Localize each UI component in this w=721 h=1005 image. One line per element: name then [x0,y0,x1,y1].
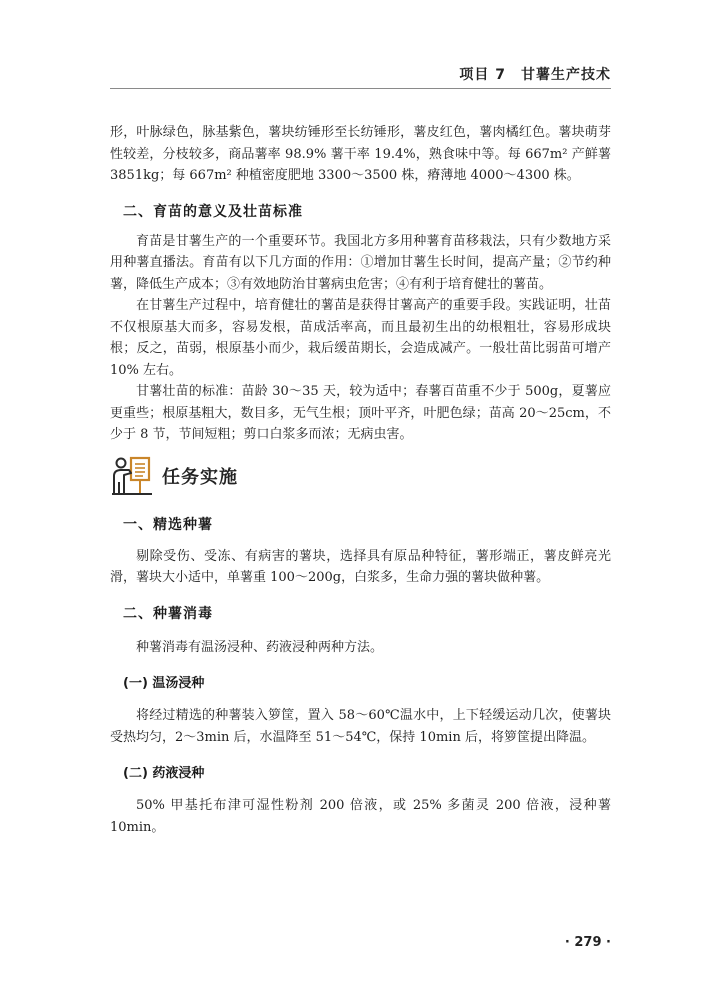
paragraph-select-seed: 剔除受伤、受冻、有病害的薯块，选择具有原品种特征，薯形端正，薯皮鲜亮光滑，薯块大小适中，单薯重 100～200g，白浆多，生命力强的薯块做种薯。 [110,548,611,585]
running-title: 项目 7 甘薯生产技术 [459,67,611,83]
teacher-at-board-icon [110,454,154,498]
heading-chemical-soak: (二) 药液浸种 [123,766,205,781]
running-header [110,58,611,89]
paragraph-disinfection-methods: 种薯消毒有温汤浸种、药液浸种两种方法。 [136,639,384,655]
task-title: 任务实施 [162,466,238,488]
heading-seed-disinfection: 二、种薯消毒 [123,605,213,622]
paragraph-seedling-role: 育苗是甘薯生产的一个重要环节。我国北方多用种薯育苗移栽法，只有少数地方采用种薯直播法。育苗有以下几方面的作用：①增加甘薯生长时间，提高产量；②节约种薯，降低生产成本；③有效地防治甘薯病虫危害；④有利于培育健壮的薯苗。 [110,233,611,292]
task-implementation-banner [110,454,611,498]
paragraph-strong-seedling: 在甘薯生产过程中，培育健壮的薯苗是获得甘薯高产的重要手段。实践证明，壮苗不仅根原基大而多，容易发根，苗成活率高，而且最初生出的幼根粗壮，容易形成块根；反之，苗弱，根原基小而少，栽后缓苗期长，会造成减产。一般壮苗比弱苗可增产 10% 左右。 [110,298,611,378]
heading-select-seed: 一、精选种薯 [123,516,213,533]
page-number: · 279 · [564,935,611,950]
heading-warm-soak: (一) 温汤浸种 [123,676,205,691]
paragraph-chemical-soak: 50% 甲基托布津可湿性粉剂 200 倍液，或 25% 多菌灵 200 倍液，浸种薯 10min。 [110,798,611,835]
paragraph-warm-soak: 将经过精选的种薯装入箩筐，置入 58～60℃温水中，上下轻缓运动几次，使薯块受热均匀，2～3min 后，水温降至 51～54℃，保持 10min 后，将箩筐提出降温。 [110,708,611,745]
paragraph-seedling-standard: 甘薯壮苗的标准：苗龄 30～35 天，较为适中；春薯百苗重不少于 500g，夏薯应更重些；根原基粗大，数目多，无气生根；顶叶平齐，叶肥色绿；苗高 20～25cm，不少于 8 节，节间短粗；剪口白浆多而浓；无病虫害。 [110,384,611,442]
page-content [110,122,611,838]
heading-seedling-significance: 二、育苗的意义及壮苗标准 [123,203,303,220]
paragraph-variety-description: 形，叶脉绿色，脉基紫色，薯块纺锤形至长纺锤形，薯皮红色，薯肉橘红色。薯块萌芽性较差，分枝较多，商品薯率 98.9% 薯干率 19.4%，熟食味中等。每 667m² 产鲜薯 3851kg；每 667m² 种植密度肥地 3300～3500 株，瘠薄地 4000～4300 株。 [110,125,611,183]
